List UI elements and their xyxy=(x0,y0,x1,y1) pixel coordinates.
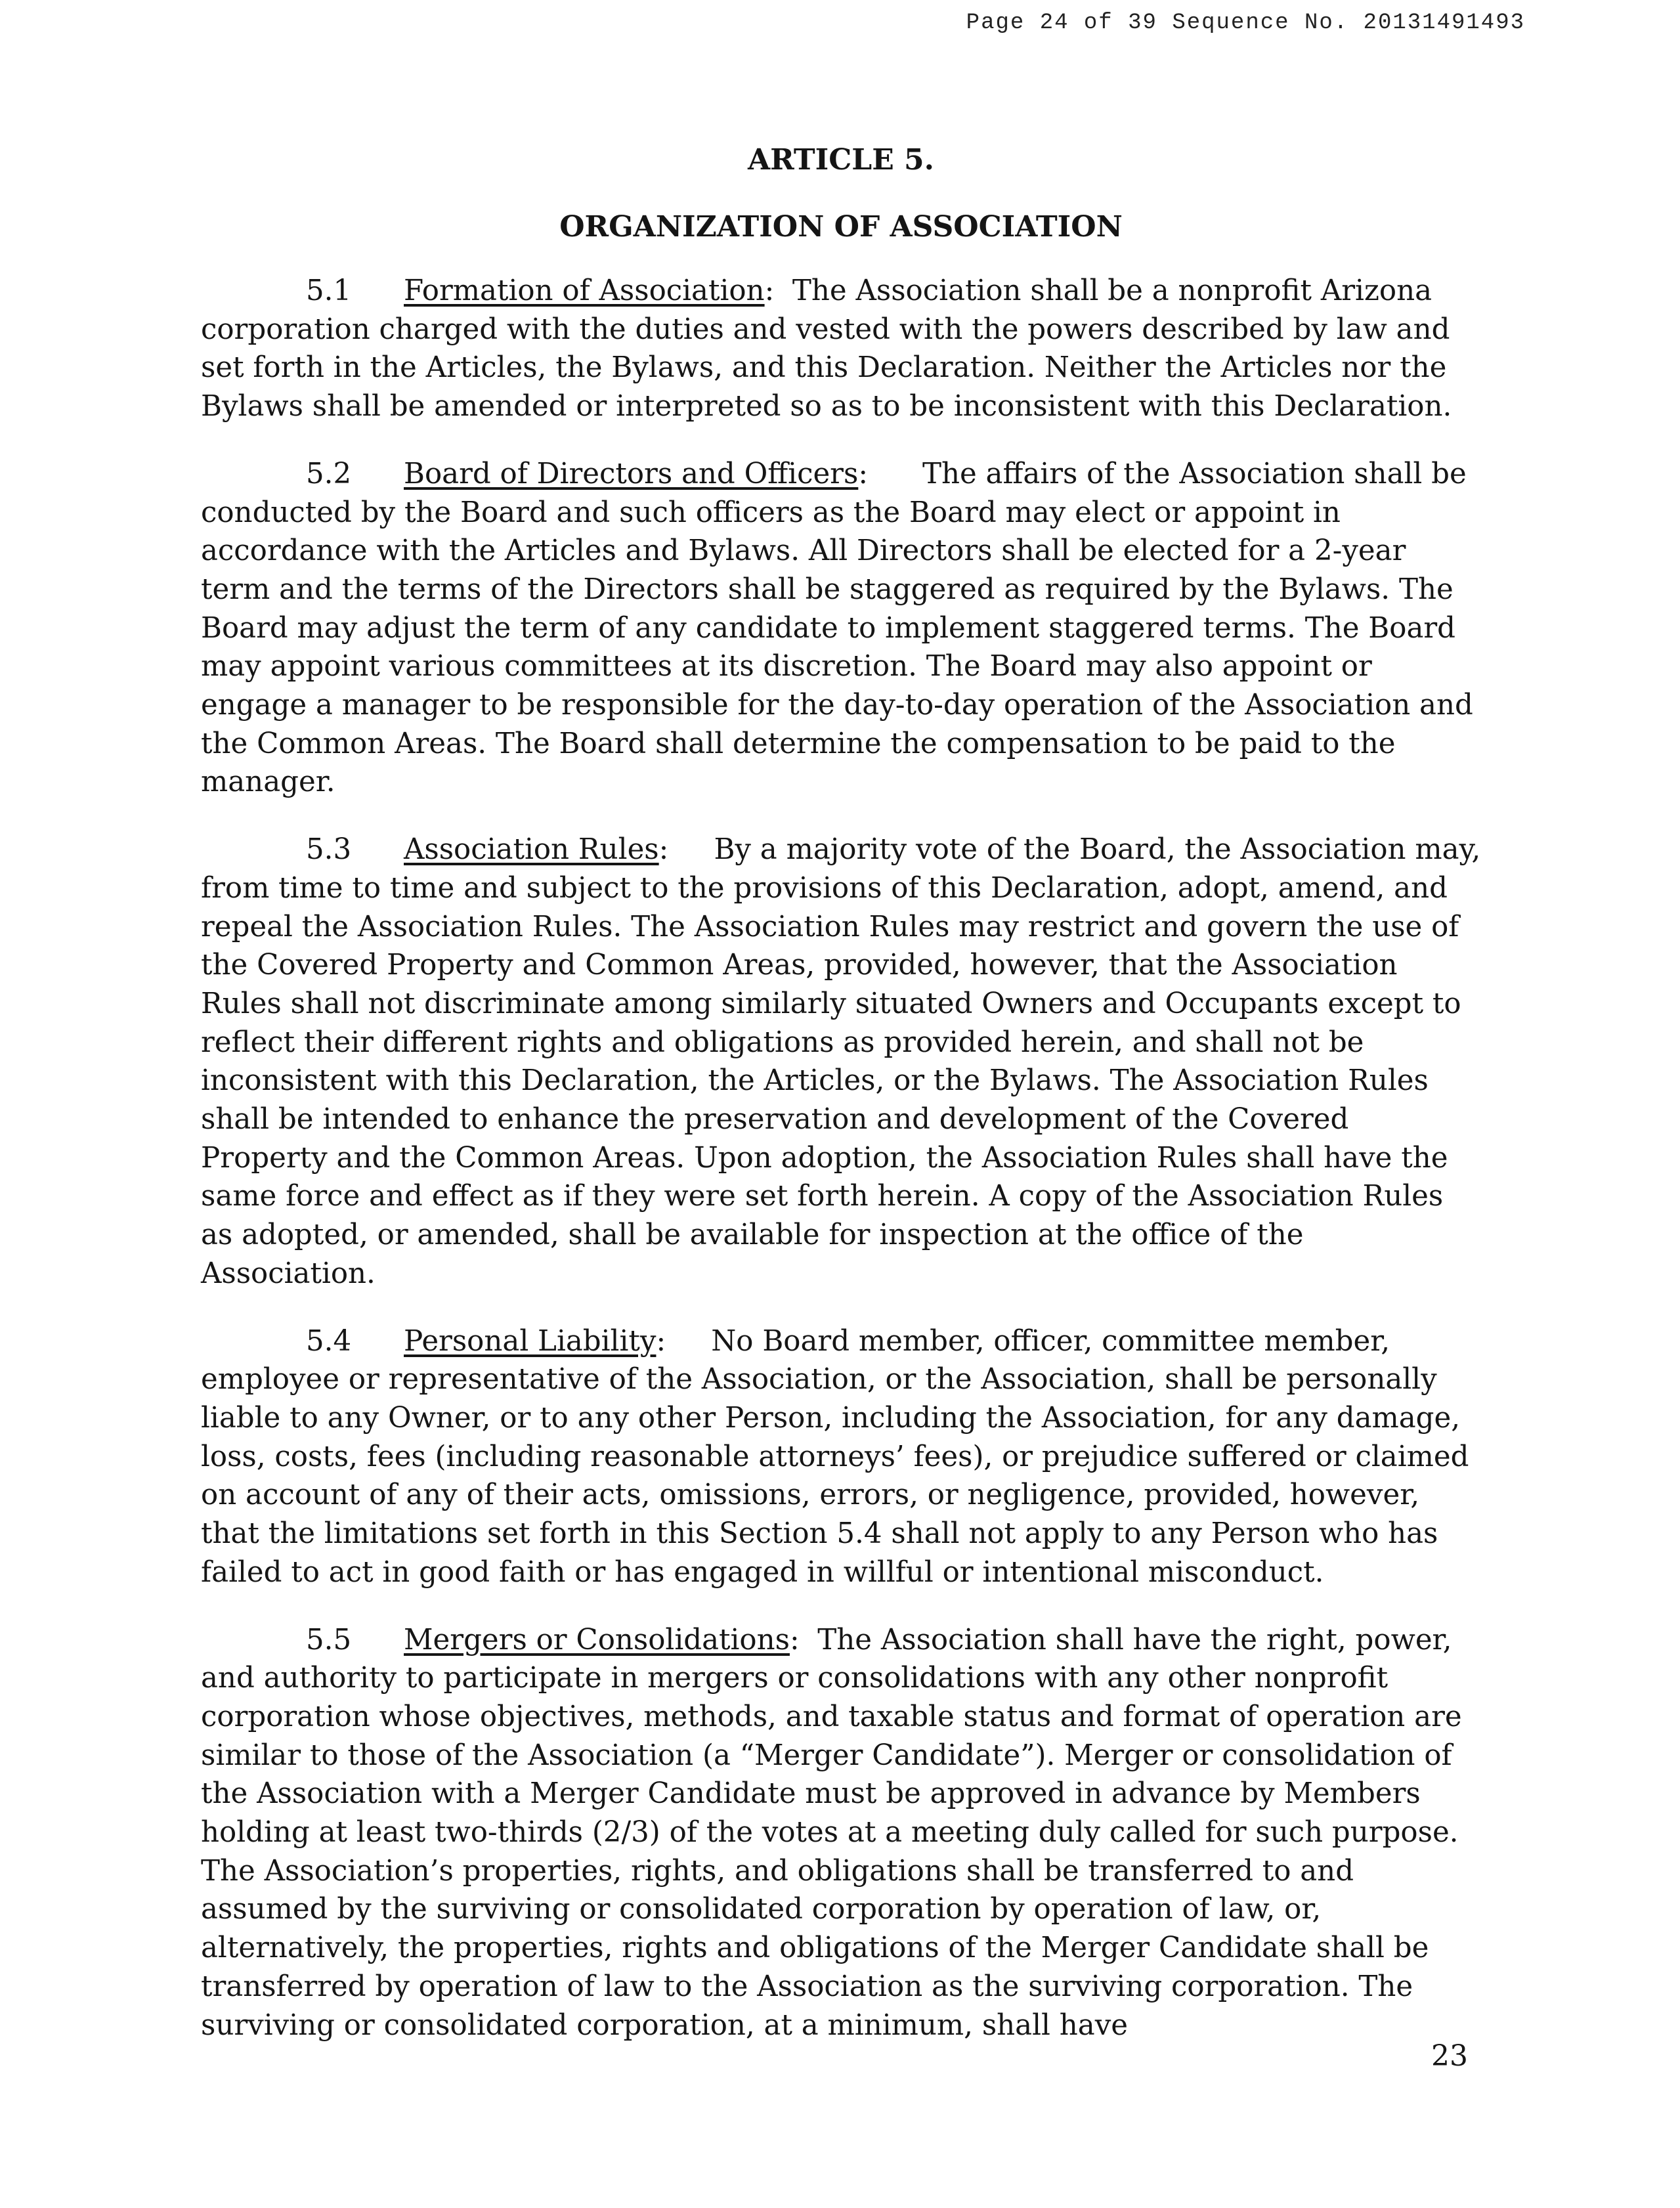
section-5-1 xyxy=(201,272,1481,426)
section-5-2 xyxy=(201,455,1481,802)
section-title-separator: : xyxy=(789,1623,800,1656)
section-number: 5.3 xyxy=(306,833,352,867)
section-title-separator: : xyxy=(764,274,775,307)
section-body: No Board member, officer, committee member, employee or representative of the Association, or the Association, shall be personally liable to any Owner, or to any other Person, including the Association, for any damage, loss, costs, fees (including reasonable attorneys’ fees), or prejudice suffered or claimed on account of any of their acts, omissions, errors, or negligence, provided, however, that the limitations set forth in this Section 5.4 shall not apply to any Person who has failed to act in good faith or has engaged in willful or intentional misconduct. xyxy=(201,1324,1469,1589)
sequence-stamp: Page 24 of 39 Sequence No. 20131491493 xyxy=(966,11,1525,35)
section-title: Mergers or Consolidations xyxy=(404,1623,790,1656)
page-number: 23 xyxy=(1431,2039,1468,2073)
section-body: By a majority vote of the Board, the Association may, from time to time and subject to the provisions of this Declaration, adopt, amend, and repeal the Association Rules. The Association Rules may restrict and govern the use of the Covered Property and Common Areas, provided, however, that the Association Rules shall not discriminate among similarly situated Owners and Occupants except to reflect their different rights and obligations as provided herein, and shall not be inconsistent with this Declaration, the Articles, or the Bylaws. The Association Rules shall be intended to enhance the preservation and development of the Covered Property and the Common Areas. Upon adoption, the Association Rules shall have the same force and effect as if they were set forth herein. A copy of the Association Rules as adopted, or amended, shall be available for inspection at the office of the Association. xyxy=(201,833,1481,1290)
section-title-separator: : xyxy=(658,833,669,867)
section-number: 5.4 xyxy=(306,1324,352,1358)
section-5-3 xyxy=(201,831,1481,1293)
section-title: Personal Liability xyxy=(404,1324,657,1358)
section-number: 5.1 xyxy=(306,274,352,307)
section-title-separator: : xyxy=(858,457,868,490)
article-subtitle: ORGANIZATION OF ASSOCIATION xyxy=(559,210,1123,244)
section-body: The Association shall have the right, power, and authority to participate in mergers or consolidations with any other nonprofit corporation whose objectives, methods, and taxable status and format of operation are similar to those of the Association (a “Merger Candidate”). Merger or consolidation of the Association with a Merger Candidate must be approved in advance by Members holding at least two-thirds (2/3) of the votes at a meeting duly called for such purpose. The Association’s properties, rights, and obligations shall be transferred to and assumed by the surviving or consolidated corporation by operation of law, or, alternatively, the properties, rights and obligations of the Merger Candidate shall be transferred by operation of law to the Association as the surviving corporation. The surviving or consolidated corporation, at a minimum, shall have xyxy=(201,1623,1462,2042)
section-title-separator: : xyxy=(656,1324,666,1358)
section-body: The Association shall be a nonprofit Arizona corporation charged with the duties and vested with the powers described by law and set forth in the Articles, the Bylaws, and this Declaration. Neither the Articles nor the Bylaws shall be amended or interpreted so as to be inconsistent with this Declaration. xyxy=(201,274,1452,423)
section-number: 5.5 xyxy=(306,1623,352,1656)
document-body xyxy=(201,141,1481,2073)
section-title: Association Rules xyxy=(404,833,659,867)
section-title: Formation of Association xyxy=(404,274,765,307)
section-number: 5.2 xyxy=(306,457,352,490)
section-5-5 xyxy=(201,1621,1481,2045)
section-5-4 xyxy=(201,1322,1481,1592)
section-body: The affairs of the Association shall be conducted by the Board and such officers as the Board may elect or appoint in accordance with the Articles and Bylaws. All Directors shall be elected for a 2-year term and the terms of the Directors shall be staggered as required by the Bylaws. The Board may adjust the term of any candidate to implement staggered terms. The Board may appoint various committees at its discretion. The Board may also appoint or engage a manager to be responsible for the day-to-day operation of the Association and the Common Areas. The Board shall determine the compensation to be paid to the manager. xyxy=(201,457,1473,799)
section-title: Board of Directors and Officers xyxy=(404,457,859,490)
article-title: ARTICLE 5. xyxy=(747,143,934,177)
